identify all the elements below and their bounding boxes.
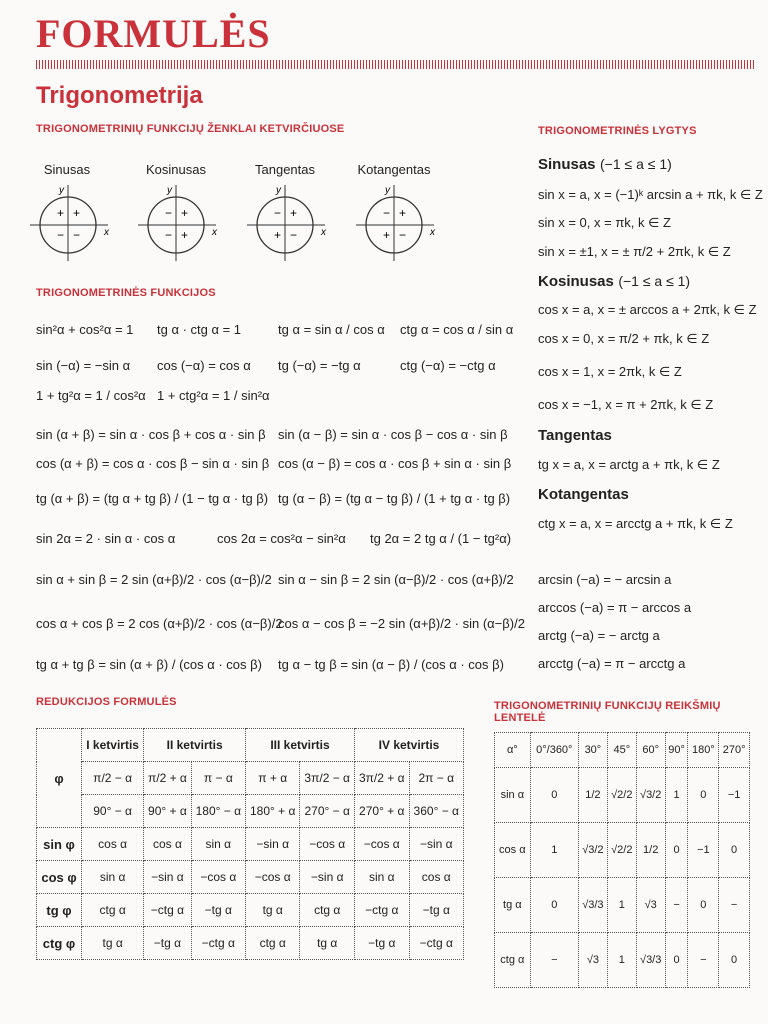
phi-cell: φ: [37, 729, 82, 828]
svg-text:x: x: [321, 227, 326, 238]
formula: sin (α − β) = sin α · cos β − cos α · sin β: [278, 427, 508, 442]
formula: ctg (−α) = −ctg α: [400, 358, 496, 373]
inverse-formula: arctg (−a) = − arctg a: [538, 628, 660, 643]
formula: cos 2α = cos²α − sin²α: [217, 531, 346, 546]
eq-group-cos: Kosinusas (−1 ≤ a ≤ 1): [538, 273, 691, 290]
table-row: tg α 0 √3/3 1 √3 − 0 −: [495, 878, 750, 933]
ctg-q2: −: [383, 206, 391, 220]
sin-q4: −: [73, 228, 81, 242]
svg-text:x: x: [212, 227, 217, 238]
table-row: cos α 1 √3/2 √2/2 1/2 0 −1 0: [495, 823, 750, 878]
arg-rad: 2π − α: [409, 762, 463, 795]
equation: sin x = ±1, x = ± π/2 + 2πk, k ∈ Z: [538, 244, 731, 259]
formula: tg α = sin α / cos α: [278, 322, 385, 337]
arg-deg: 90° − α: [82, 795, 144, 828]
table-row: tg φ ctg α −ctg α −tg α tg α ctg α −ctg α −tg α: [37, 894, 464, 927]
svg-text:y: y: [385, 185, 390, 196]
formula: tg (α − β) = (tg α − tg β) / (1 + tg α · tg β): [278, 491, 511, 506]
signs-heading: TRIGONOMETRINIŲ FUNKCIJŲ ŽENKLAI KETVIRČIUOSE: [36, 123, 345, 135]
formula: tg α − tg β = sin (α − β) / (cos α · cos β): [278, 657, 504, 672]
formula: sin²α + cos²α = 1: [36, 322, 134, 337]
arg-deg: 90° + α: [144, 795, 191, 828]
formula: sin α + sin β = 2 sin (α+β)/2 · cos (α−β)/2: [36, 572, 272, 587]
arg-rad: π − α: [191, 762, 245, 795]
equation: sin x = 0, x = πk, k ∈ Z: [538, 215, 671, 230]
tg-q3: +: [274, 228, 282, 242]
formula: sin α − sin β = 2 sin (α−β)/2 · cos (α+β)/2: [278, 572, 514, 587]
tg-q4: −: [290, 228, 298, 242]
equations-heading: TRIGONOMETRINĖS LYGTYS: [538, 125, 697, 137]
formula: cos (−α) = cos α: [157, 358, 251, 373]
svg-text:y: y: [59, 185, 64, 196]
formula: sin (α + β) = sin α · cos β + cos α · sin β: [36, 427, 266, 442]
equation: ctg x = a, x = arcctg a + πk, k ∈ Z: [538, 516, 733, 531]
arg-rad: π/2 − α: [82, 762, 144, 795]
eq-group-sin: Sinusas (−1 ≤ a ≤ 1): [538, 156, 672, 173]
sin-q1: +: [73, 206, 81, 220]
ctg-circle: [356, 185, 436, 261]
circle-label-ctg: Kotangentas: [357, 162, 431, 177]
sin-q3: −: [57, 228, 65, 242]
ctg-q3: +: [383, 228, 391, 242]
arg-deg: 180° − α: [191, 795, 245, 828]
page-title: FORMULĖS: [36, 11, 271, 56]
table-row: sin φ cos α cos α sin α −sin α −cos α −cos α −sin α: [37, 828, 464, 861]
formula: 1 + tg²α = 1 / cos²α: [36, 388, 146, 403]
cos-q1: +: [181, 206, 189, 220]
quadrant-circles: [30, 182, 480, 262]
quarter-header: II ketvirtis: [144, 729, 246, 762]
eq-group-tg: Tangentas: [538, 427, 612, 444]
circle-label-cos: Kosinusas: [146, 162, 206, 177]
equation: cos x = a, x = ± arccos a + 2πk, k ∈ Z: [538, 302, 757, 317]
svg-text:y: y: [167, 185, 172, 196]
arg-rad: π + α: [246, 762, 300, 795]
values-heading: TRIGONOMETRINIŲ FUNKCIJŲ REIKŠMIŲ LENTELĖ: [494, 700, 721, 724]
circle-label-tg: Tangentas: [255, 162, 315, 177]
eq-group-ctg: Kotangentas: [538, 486, 629, 503]
arg-rad: 3π/2 − α: [300, 762, 355, 795]
formula: cos α + cos β = 2 cos (α+β)/2 · cos (α−β)/2: [36, 616, 283, 631]
formula: sin 2α = 2 · sin α · cos α: [36, 531, 176, 546]
formula: tg (α + β) = (tg α + tg β) / (1 − tg α · tg β): [36, 491, 269, 506]
quarter-header: III ketvirtis: [246, 729, 355, 762]
reduction-table: [36, 728, 464, 960]
quarter-header: I ketvirtis: [82, 729, 144, 762]
ctg-q4: −: [399, 228, 407, 242]
table-row: cos φ sin α −sin α −cos α −cos α −sin α sin α cos α: [37, 861, 464, 894]
tg-circle: [247, 185, 327, 261]
values-table: [494, 732, 750, 988]
tg-q2: −: [274, 206, 282, 220]
formula: tg α + tg β = sin (α + β) / (cos α · cos β): [36, 657, 262, 672]
arg-deg: 180° + α: [246, 795, 300, 828]
formula: cos (α − β) = cos α · cos β + sin α · sin β: [278, 456, 512, 471]
cos-q3: −: [165, 228, 173, 242]
equation: cos x = −1, x = π + 2πk, k ∈ Z: [538, 397, 714, 412]
arg-deg: 360° − α: [409, 795, 463, 828]
decorative-divider: [36, 60, 754, 69]
formula: cos (α + β) = cos α · cos β − sin α · sin β: [36, 456, 270, 471]
arg-deg: 270° + α: [354, 795, 409, 828]
inverse-formula: arcsin (−a) = − arcsin a: [538, 572, 672, 587]
formula: ctg α = cos α / sin α: [400, 322, 514, 337]
equation: tg x = a, x = arctg a + πk, k ∈ Z: [538, 457, 720, 472]
cos-q4: +: [181, 228, 189, 242]
formula: cos α − cos β = −2 sin (α+β)/2 · sin (α−β)/2: [278, 616, 525, 631]
section-title: Trigonometrija: [36, 82, 203, 109]
svg-text:x: x: [430, 227, 435, 238]
arg-deg: 270° − α: [300, 795, 355, 828]
sin-q2: +: [57, 206, 65, 220]
svg-text:y: y: [276, 185, 281, 196]
inverse-formula: arcctg (−a) = π − arcctg a: [538, 656, 686, 671]
table-header-row: α° 0°/360° 30° 45° 60° 90° 180° 270°: [495, 733, 750, 768]
formula: 1 + ctg²α = 1 / sin²α: [157, 388, 270, 403]
ctg-q1: +: [399, 206, 407, 220]
quarter-header: IV ketvirtis: [354, 729, 463, 762]
svg-text:x: x: [104, 227, 109, 238]
inverse-formula: arccos (−a) = π − arccos a: [538, 600, 692, 615]
functions-heading: TRIGONOMETRINĖS FUNKCIJOS: [36, 287, 216, 299]
table-row: ctg φ tg α −tg α −ctg α ctg α tg α −tg α −ctg α: [37, 927, 464, 960]
equation: cos x = 0, x = π/2 + πk, k ∈ Z: [538, 331, 710, 346]
equation: cos x = 1, x = 2πk, k ∈ Z: [538, 364, 682, 379]
circle-label-sin: Sinusas: [43, 162, 91, 177]
sin-circle: [30, 185, 110, 261]
equation: sin x = a, x = (−1)ᵏ arcsin a + πk, k ∈ Z: [538, 187, 763, 202]
formula: tg α · ctg α = 1: [157, 322, 242, 337]
reduction-heading: REDUKCIJOS FORMULĖS: [36, 696, 177, 708]
cos-circle: [138, 185, 218, 261]
formula: tg (−α) = −tg α: [278, 358, 361, 373]
arg-rad: π/2 + α: [144, 762, 191, 795]
table-row: ctg α − √3 1 √3/3 0 − 0: [495, 933, 750, 988]
table-row: sin α 0 1/2 √2/2 √3/2 1 0 −1: [495, 768, 750, 823]
formula: sin (−α) = −sin α: [36, 358, 131, 373]
formula: tg 2α = 2 tg α / (1 − tg²α): [370, 531, 512, 546]
cos-q2: −: [165, 206, 173, 220]
arg-rad: 3π/2 + α: [354, 762, 409, 795]
tg-q1: +: [290, 206, 298, 220]
